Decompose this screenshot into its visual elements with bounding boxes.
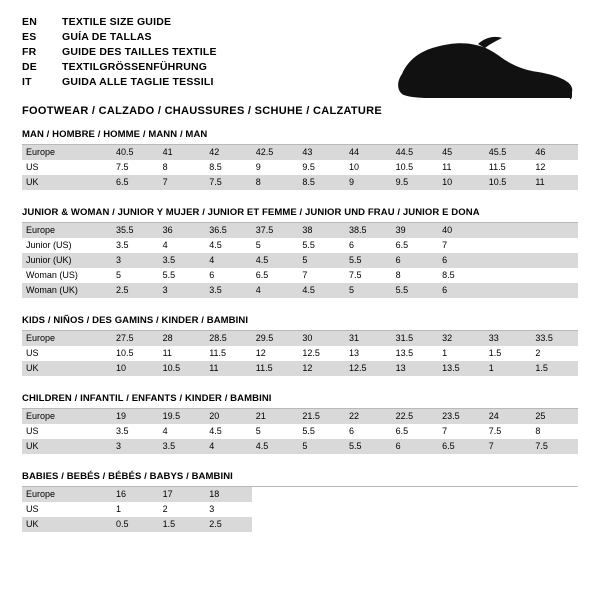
size-cell: 5 (252, 238, 299, 253)
table-row (22, 253, 578, 268)
table-row (22, 502, 578, 517)
size-cell: 19.5 (159, 409, 206, 424)
size-cell: 2 (159, 502, 206, 517)
size-cell: 4 (252, 283, 299, 298)
size-cell: 5.5 (298, 238, 345, 253)
size-cell: 8.5 (205, 160, 252, 175)
size-cell: 40.5 (112, 145, 159, 160)
language-row (22, 61, 217, 76)
size-cell: 6 (345, 424, 392, 439)
size-cell-empty (485, 283, 532, 298)
row-label: Woman (UK) (22, 283, 112, 298)
size-cell: 45.5 (485, 145, 532, 160)
language-row (22, 46, 217, 61)
size-cell: 31.5 (392, 331, 439, 346)
size-cell-empty (345, 517, 392, 532)
size-block-junior-woman (22, 207, 578, 298)
size-cell: 7 (485, 439, 532, 454)
size-cell: 43 (298, 145, 345, 160)
size-cell: 21.5 (298, 409, 345, 424)
size-cell: 5 (298, 439, 345, 454)
size-cell: 38 (298, 223, 345, 238)
size-cell: 13 (345, 346, 392, 361)
size-cell: 4 (205, 253, 252, 268)
size-cell-empty (485, 238, 532, 253)
size-cell: 11 (159, 346, 206, 361)
size-cell: 7 (159, 175, 206, 190)
table-row (22, 145, 578, 160)
size-cell: 6 (392, 253, 439, 268)
size-cell: 8 (252, 175, 299, 190)
size-cell: 23.5 (438, 409, 485, 424)
language-title: GUIDE DES TAILLES TEXTILE (62, 46, 217, 58)
size-cell: 0.5 (112, 517, 159, 532)
size-cell: 9.5 (392, 175, 439, 190)
table-row (22, 283, 578, 298)
size-cell: 11.5 (205, 346, 252, 361)
block-title: KIDS / NIÑOS / DES GAMINS / KINDER / BAMBINI (22, 315, 578, 331)
size-cell: 39 (392, 223, 439, 238)
row-label: Europe (22, 409, 112, 424)
size-cell-empty (531, 487, 578, 502)
size-cell: 37.5 (252, 223, 299, 238)
row-label: UK (22, 361, 112, 376)
size-cell: 8.5 (438, 268, 485, 283)
size-cell-empty (531, 517, 578, 532)
size-cell: 10.5 (112, 346, 159, 361)
size-cell: 11 (531, 175, 578, 190)
size-cell: 7.5 (112, 160, 159, 175)
size-cell: 5.5 (159, 268, 206, 283)
size-cell: 3 (205, 502, 252, 517)
size-table-body (22, 409, 578, 454)
table-row (22, 175, 578, 190)
size-cell: 3.5 (112, 424, 159, 439)
size-cell: 3.5 (159, 253, 206, 268)
size-cell: 6 (205, 268, 252, 283)
size-cell: 27.5 (112, 331, 159, 346)
size-cell: 32 (438, 331, 485, 346)
size-cell: 6 (438, 283, 485, 298)
block-title: JUNIOR & WOMAN / JUNIOR Y MUJER / JUNIOR ET FEMME / JUNIOR UND FRAU / JUNIOR E DONA (22, 207, 578, 223)
language-code: FR (22, 46, 37, 58)
size-cell: 11 (205, 361, 252, 376)
size-cell-empty (345, 487, 392, 502)
size-cell-empty (345, 502, 392, 517)
size-cell: 4.5 (298, 283, 345, 298)
size-table-babies (22, 487, 578, 532)
table-row (22, 409, 578, 424)
size-cell: 28 (159, 331, 206, 346)
size-cell: 13.5 (438, 361, 485, 376)
row-label: US (22, 502, 112, 517)
size-cell: 9 (345, 175, 392, 190)
language-row (22, 16, 217, 31)
size-cell-empty (485, 223, 532, 238)
size-cell: 11 (438, 160, 485, 175)
size-cell-empty (531, 283, 578, 298)
size-cell: 46 (531, 145, 578, 160)
language-title: TEXTILE SIZE GUIDE (62, 16, 172, 28)
size-block-kids (22, 315, 578, 376)
block-title: MAN / HOMBRE / HOMME / MANN / MAN (22, 129, 578, 145)
size-block-children (22, 393, 578, 454)
size-cell: 10 (345, 160, 392, 175)
size-table-junior-woman (22, 223, 578, 298)
size-table-body (22, 331, 578, 376)
size-cell: 9 (252, 160, 299, 175)
size-cell: 20 (205, 409, 252, 424)
size-cell: 8 (159, 160, 206, 175)
table-row (22, 268, 578, 283)
row-label: Junior (US) (22, 238, 112, 253)
size-cell: 7.5 (205, 175, 252, 190)
size-cell: 6 (438, 253, 485, 268)
size-cell-empty (298, 517, 345, 532)
size-cell: 6.5 (438, 439, 485, 454)
size-cell: 33.5 (531, 331, 578, 346)
size-cell: 4 (159, 238, 206, 253)
size-cell-empty (298, 487, 345, 502)
language-code: ES (22, 31, 37, 43)
size-cell: 17 (159, 487, 206, 502)
size-cell: 10.5 (485, 175, 532, 190)
size-cell: 10.5 (159, 361, 206, 376)
size-cell: 5 (345, 283, 392, 298)
language-row (22, 31, 217, 46)
row-label: US (22, 424, 112, 439)
size-cell: 5 (298, 253, 345, 268)
size-cell: 10.5 (392, 160, 439, 175)
size-cell: 2.5 (205, 517, 252, 532)
size-cell: 4.5 (252, 253, 299, 268)
size-cell-empty (392, 502, 439, 517)
size-table-children (22, 409, 578, 454)
size-cell-empty (485, 268, 532, 283)
size-cell: 12.5 (345, 361, 392, 376)
size-cell: 41 (159, 145, 206, 160)
row-label: Woman (US) (22, 268, 112, 283)
size-cell: 3.5 (112, 238, 159, 253)
row-label: UK (22, 517, 112, 532)
size-cell: 8.5 (298, 175, 345, 190)
size-cell: 1 (112, 502, 159, 517)
table-row (22, 223, 578, 238)
size-cell: 33 (485, 331, 532, 346)
size-cell: 29.5 (252, 331, 299, 346)
size-cell: 13 (392, 361, 439, 376)
size-cell: 2 (531, 346, 578, 361)
size-cell: 9.5 (298, 160, 345, 175)
size-cell: 36.5 (205, 223, 252, 238)
size-cell: 42.5 (252, 145, 299, 160)
size-cell: 3.5 (205, 283, 252, 298)
size-cell: 1.5 (485, 346, 532, 361)
language-row (22, 76, 217, 91)
size-cell-empty (298, 502, 345, 517)
size-cell: 6 (392, 439, 439, 454)
table-row (22, 439, 578, 454)
size-cell: 3.5 (159, 439, 206, 454)
size-cell: 6.5 (252, 268, 299, 283)
language-code: IT (22, 76, 32, 88)
table-row (22, 361, 578, 376)
row-label: UK (22, 439, 112, 454)
size-cell: 24 (485, 409, 532, 424)
size-cell: 6 (345, 238, 392, 253)
size-cell: 30 (298, 331, 345, 346)
size-cell: 22.5 (392, 409, 439, 424)
language-title-list (22, 16, 217, 91)
size-cell: 40 (438, 223, 485, 238)
size-cell: 25 (531, 409, 578, 424)
size-cell: 5.5 (345, 439, 392, 454)
size-cell: 4 (159, 424, 206, 439)
size-cell: 5.5 (392, 283, 439, 298)
size-cell: 12 (298, 361, 345, 376)
size-table-body (22, 223, 578, 298)
size-cell: 12 (531, 160, 578, 175)
size-cell: 22 (345, 409, 392, 424)
size-cell: 7.5 (345, 268, 392, 283)
size-cell-empty (485, 517, 532, 532)
language-title: GUÍA DE TALLAS (62, 31, 152, 43)
size-cell-empty (438, 502, 485, 517)
size-cell: 44.5 (392, 145, 439, 160)
language-title-list-body (22, 16, 217, 91)
size-table-body (22, 487, 578, 532)
size-cell-empty (531, 268, 578, 283)
size-cell: 28.5 (205, 331, 252, 346)
size-cell: 4.5 (205, 424, 252, 439)
size-cell: 7 (298, 268, 345, 283)
size-cell: 6.5 (112, 175, 159, 190)
table-row (22, 517, 578, 532)
size-block-man (22, 129, 578, 190)
size-cell-empty (485, 253, 532, 268)
size-cell: 3 (159, 283, 206, 298)
size-cell-empty (438, 517, 485, 532)
size-cell: 38.5 (345, 223, 392, 238)
size-cell-empty (531, 238, 578, 253)
language-code: EN (22, 16, 37, 28)
dress-shoe-icon (384, 30, 574, 106)
size-cell: 3 (112, 253, 159, 268)
size-cell: 31 (345, 331, 392, 346)
language-title: TEXTILGRÖSSENFÜHRUNG (62, 61, 208, 73)
language-title: GUIDA ALLE TAGLIE TESSILI (62, 76, 214, 88)
table-row (22, 346, 578, 361)
row-label: US (22, 346, 112, 361)
size-cell: 5.5 (298, 424, 345, 439)
size-cell-empty (392, 487, 439, 502)
size-cell: 45 (438, 145, 485, 160)
row-label: Junior (UK) (22, 253, 112, 268)
row-label: Europe (22, 331, 112, 346)
size-cell: 1.5 (159, 517, 206, 532)
size-cell: 1.5 (531, 361, 578, 376)
size-cell: 13.5 (392, 346, 439, 361)
size-cell: 5 (252, 424, 299, 439)
size-cell-empty (531, 223, 578, 238)
size-cell: 35.5 (112, 223, 159, 238)
size-cell-empty (485, 502, 532, 517)
row-label: Europe (22, 487, 112, 502)
size-cell-empty (252, 517, 299, 532)
size-cell: 18 (205, 487, 252, 502)
size-cell: 4 (205, 439, 252, 454)
size-cell: 42 (205, 145, 252, 160)
size-cell: 11.5 (252, 361, 299, 376)
table-row (22, 160, 578, 175)
size-cell: 10 (112, 361, 159, 376)
size-cell: 10 (438, 175, 485, 190)
size-cell: 8 (392, 268, 439, 283)
size-cell: 16 (112, 487, 159, 502)
size-cell: 6.5 (392, 424, 439, 439)
page-header (22, 16, 578, 117)
size-cell: 5.5 (345, 253, 392, 268)
size-cell: 3 (112, 439, 159, 454)
block-title: BABIES / BEBÉS / BÉBÉS / BABYS / BAMBINI (22, 471, 578, 487)
size-table-kids (22, 331, 578, 376)
table-row (22, 331, 578, 346)
size-cell: 12 (252, 346, 299, 361)
size-cell: 21 (252, 409, 299, 424)
size-cell-empty (438, 487, 485, 502)
size-table-body (22, 145, 578, 190)
size-cell: 1 (438, 346, 485, 361)
size-cell: 11.5 (485, 160, 532, 175)
size-cell-empty (485, 487, 532, 502)
size-cell: 7.5 (531, 439, 578, 454)
size-cell: 7 (438, 424, 485, 439)
size-cell: 7 (438, 238, 485, 253)
size-cell: 7.5 (485, 424, 532, 439)
size-cell: 1 (485, 361, 532, 376)
table-row (22, 424, 578, 439)
row-label: US (22, 160, 112, 175)
size-cell: 6.5 (392, 238, 439, 253)
size-cell: 5 (112, 268, 159, 283)
size-table-man (22, 145, 578, 190)
size-cell: 2.5 (112, 283, 159, 298)
size-block-babies (22, 471, 578, 532)
size-cell-empty (392, 517, 439, 532)
size-cell: 19 (112, 409, 159, 424)
size-cell: 12.5 (298, 346, 345, 361)
size-cell: 4.5 (205, 238, 252, 253)
size-cell-empty (531, 502, 578, 517)
block-title: CHILDREN / INFANTIL / ENFANTS / KINDER / BAMBINI (22, 393, 578, 409)
size-cell-empty (252, 487, 299, 502)
size-cell-empty (531, 253, 578, 268)
size-cell: 36 (159, 223, 206, 238)
size-cell: 44 (345, 145, 392, 160)
size-cell-empty (252, 502, 299, 517)
size-cell: 8 (531, 424, 578, 439)
row-label: UK (22, 175, 112, 190)
row-label: Europe (22, 223, 112, 238)
row-label: Europe (22, 145, 112, 160)
size-cell: 4.5 (252, 439, 299, 454)
page-title: FOOTWEAR / CALZADO / CHAUSSURES / SCHUHE / CALZATURE (22, 105, 383, 117)
table-row (22, 238, 578, 253)
table-row (22, 487, 578, 502)
language-code: DE (22, 61, 37, 73)
